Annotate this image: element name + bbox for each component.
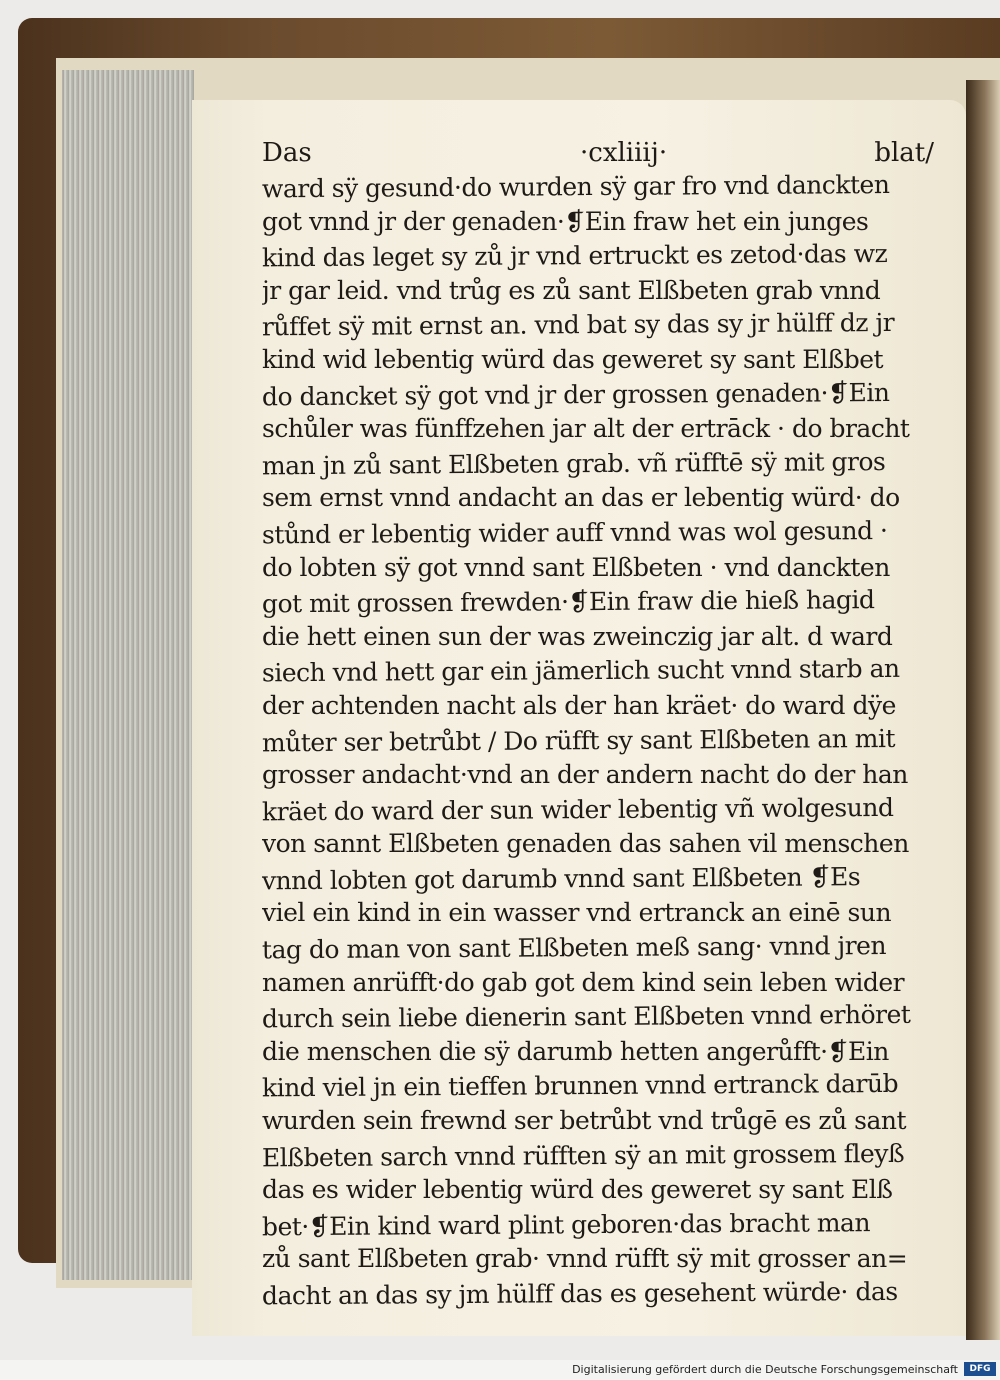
funding-credit: Digitalisierung gefördert durch die Deutsche Forschungsgemeinschaft	[572, 1363, 958, 1376]
folio-number: ·cxliiij·	[580, 138, 668, 168]
text-line: von sannt Elßbeten genaden das sahen vil menschen	[262, 829, 909, 859]
text-line: do lobten sÿ got vnnd sant Elßbeten · vnd danckten	[262, 552, 890, 582]
text-line: kräet do ward der sun wider lebentig vñ wolgesund	[261, 792, 894, 827]
text-line: grosser andacht·vnd an der andern nacht do der han	[262, 760, 908, 790]
dfg-logo: DFG	[964, 1362, 996, 1376]
text-line: stůnd er lebentig wider auff vnnd was wol gesund ·	[261, 515, 888, 550]
text-line: die hett einen sun der was zweinczig jar alt. d ward	[262, 621, 893, 651]
text-line: namen anrüfft·do gab got dem kind sein leben wider	[262, 967, 905, 997]
text-line: got vnnd jr der genaden·❡Ein fraw het ein junges	[262, 206, 869, 236]
text-line: man jn zů sant Elßbeten grab. vñ rüfftē sÿ mit gros	[261, 446, 886, 481]
page-fore-edge	[62, 70, 194, 1280]
text-line: Elßbeten sarch vnnd rüfften sÿ an mit grossem fleyß	[261, 1138, 905, 1172]
text-line: kind viel jn ein tieffen brunnen vnnd ertranck darūb	[261, 1069, 899, 1103]
text-line: schůler was fünffzehen jar alt der ertrāck · do bracht	[262, 414, 910, 444]
text-line: jr gar leid. vnd trůg es zů sant Elßbeten grab vnnd	[262, 275, 881, 305]
text-line: siech vnd hett gar ein jämerlich sucht vnnd starb an	[261, 654, 900, 688]
running-head-left: Das	[262, 138, 312, 168]
text-line: got mit grossen frewden·❡Ein fraw die hieß hagid	[261, 585, 875, 619]
text-line: můter ser betrůbt / Do rüfft sy sant Elßbeten an mit	[261, 723, 896, 757]
text-line: viel ein kind in ein wasser vnd ertranck an einē sun	[262, 898, 892, 928]
text-block	[262, 170, 942, 1312]
text-line: ward sÿ gesund·do wurden sÿ gar fro vnd danckten	[261, 169, 890, 204]
text-line: das es wider lebentig würd des geweret sy sant Elß	[262, 1175, 893, 1205]
text-line: sem ernst vnnd andacht an das er lebentig würd· do	[262, 483, 900, 513]
text-line: bet·❡Ein kind ward plint geboren·das bracht man	[261, 1207, 871, 1242]
text-line: kind wid lebentig würd das geweret sy sant Elßbet	[262, 344, 884, 374]
text-line: dacht an das sy jm hülff das es gesehent würde· das	[261, 1276, 898, 1311]
text-line: tag do man von sant Elßbeten meß sang· vnnd jren	[261, 931, 887, 965]
text-line: die menschen die sÿ darumb hetten angerůfft·❡Ein	[262, 1036, 889, 1066]
text-line: durch sein liebe dienerin sant Elßbeten vnnd erhöret	[261, 1000, 911, 1034]
text-line: vnnd lobten got darumb vnnd sant Elßbeten ❡Es	[261, 862, 861, 896]
text-line: kind das leget sy zů jr vnd ertruckt es zetod·das wz	[261, 239, 888, 273]
text-line: der achtenden nacht als der han kräet· do ward dÿe	[262, 690, 896, 720]
text-line: do dancket sÿ got vnd jr der grossen genaden·❡Ein	[261, 377, 890, 411]
text-line: wurden sein frewnd ser betrůbt vnd trůgē es zů sant	[262, 1106, 907, 1136]
text-line: zů sant Elßbeten grab· vnnd rüfft sÿ mit grosser an=	[262, 1244, 908, 1274]
running-head-right: blat/	[874, 138, 934, 168]
book-gutter	[966, 80, 1000, 1340]
text-line: růffet sÿ mit ernst an. vnd bat sy das sy jr hülff dz jr	[261, 308, 895, 342]
